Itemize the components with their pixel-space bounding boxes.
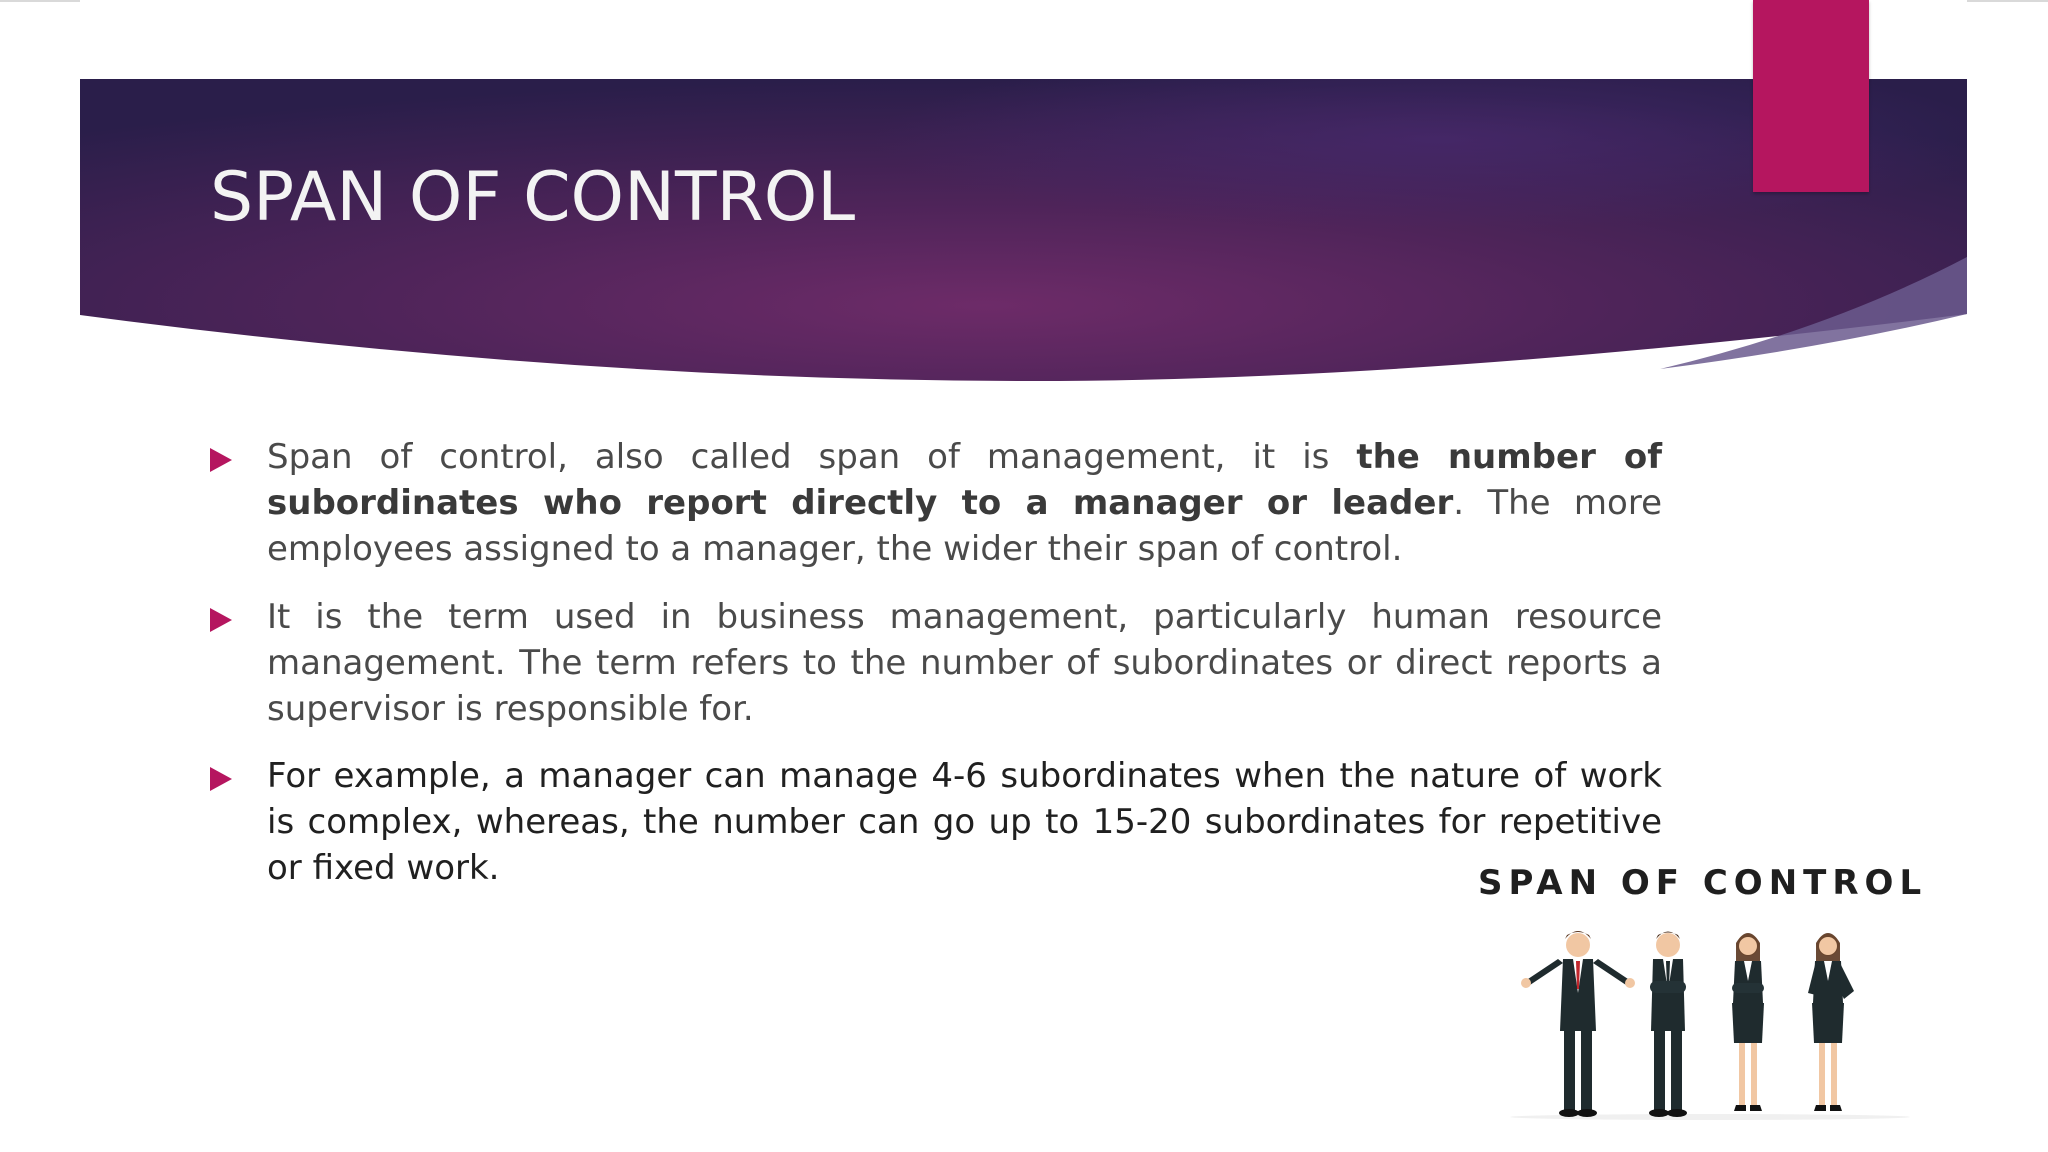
bullet-1-text-start: Span of control, also called span of management, it is (267, 437, 1357, 477)
span-of-control-figure (1470, 855, 1940, 1120)
bullet-1-text-end: . The more employees assigned to a manager, the wider their span of control. (267, 483, 1662, 569)
bullet-1-bold-text: the number of subordinates who report directly to a manager or leader (267, 437, 1662, 523)
person-3 (1732, 933, 1764, 1111)
figure-title: SPAN OF CONTROL (1478, 863, 1928, 903)
bullet-text-1 (267, 434, 1662, 572)
accent-bar (1753, 0, 1869, 192)
slide-title: SPAN OF CONTROL (210, 158, 856, 237)
bullet-item-1 (210, 434, 1662, 572)
business-people-illustration (1470, 855, 1940, 1120)
triangle-right-icon (210, 608, 232, 632)
bullet-text-2: It is the term used in business management, particularly human resource management. The term refers to the number of subordinates or direct reports a supervisor is responsible for. (267, 597, 1662, 729)
bullet-item-3 (210, 753, 1662, 891)
bullet-text-3: For example, a manager can manage 4-6 subordinates when the nature of work is complex, whereas, the number can go up to 15-20 subordinates for repetitive or fixed work. (267, 756, 1662, 888)
person-1 (1521, 931, 1635, 1117)
person-2 (1649, 932, 1687, 1118)
triangle-right-icon (210, 448, 232, 472)
bullet-item-2 (210, 594, 1662, 732)
triangle-right-icon (210, 767, 232, 791)
person-4 (1808, 933, 1854, 1111)
